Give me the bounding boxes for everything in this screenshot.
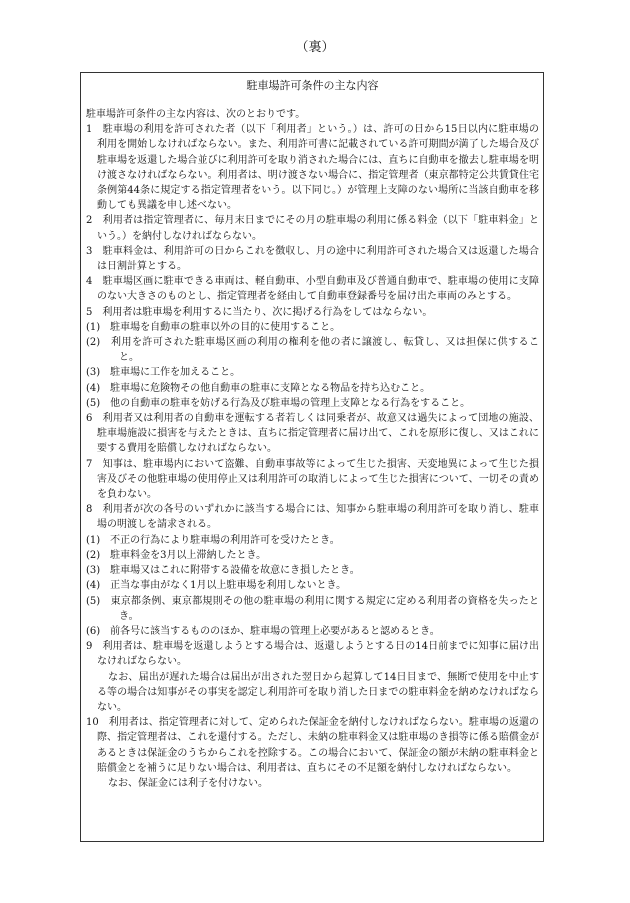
condition-item-8-sub-5: (5) 東京都条例、東京都規則その他の駐車場の利用に関する規定に定める利用者の資格を失ったとき。 bbox=[86, 595, 539, 622]
condition-item-5-sub-3: (3) 駐車場に工作を加えること。 bbox=[86, 367, 241, 379]
page-side-label: （裏） bbox=[295, 40, 335, 55]
conditions-frame bbox=[80, 72, 544, 842]
condition-item-9: 9 利用者は、駐車場を返還しようとする場合は、返還しようとする日の14日前までに知事に届け出なければならない。 bbox=[86, 641, 539, 668]
condition-item-1: 1 駐車場の利用を許可された者（以下「利用者」という。）は、許可の日から15日以内に駐車場の利用を開始しなければならない。また、利用許可書に記載されている許可期間が満了した場合及び駐車場を返還した場合並びに利用許可を取り消された場合には、直ちに自動車を撤去し駐車場を明け渡さなければならない。利用者は、明け渡さない場合に、指定管理者（東京都特定公共賃貸住宅条例第44条に規定する指定管理者をいう。以下同じ。）が管理上支障のない場所に当該自動車を移動しても異議を申し述べない。 bbox=[86, 124, 539, 212]
condition-item-5-sub-5: (5) 他の自動車の駐車を妨げる行為及び駐車場の管理上支障となる行為をすること。 bbox=[86, 397, 471, 409]
condition-item-5-sub-4: (4) 駐車場に危険物その他自動車の駐車に支障となる物品を持ち込むこと。 bbox=[86, 382, 431, 394]
condition-item-5-sub-1: (1) 駐車場を自動車の駐車以外の目的に使用すること。 bbox=[86, 321, 341, 333]
condition-item-8-sub-2: (2) 駐車料金を3月以上滞納したとき。 bbox=[86, 549, 267, 561]
condition-item-10: 10 利用者は、指定管理者に対して、定められた保証金を納付しなければならない。駐車場の返還の際、指定管理者は、これを還付する。ただし、未納の駐車料金又は駐車場のき損等に係る賠償金があるときは保証金のうちからこれを控除する。この場合において、保証金の額が未納の駐車料金と賠償金とを補うに足りない場合は、利用者は、直ちにその不足額を納付しなければならない。 bbox=[86, 717, 539, 774]
condition-item-5: 5 利用者は駐車場を利用するに当たり、次に掲げる行為をしてはならない。 bbox=[86, 306, 433, 318]
condition-item-5-sub-2: (2) 利用を許可された駐車場区画の利用の権利を他の者に譲渡し、転貸し、又は担保に供すること。 bbox=[86, 337, 539, 364]
condition-item-9-note: なお、届出が遅れた場合は届出が出された翌日から起算して14日目まで、無断で使用を中止する等の場合は知事がその事実を認定し利用許可を取り消した日までの駐車料金を納めなければならない。 bbox=[97, 671, 539, 713]
condition-item-8-sub-4: (4) 正当な事由がなく1月以上駐車場を利用しないとき。 bbox=[86, 580, 347, 592]
condition-item-10-note: なお、保証金には利子を付けない。 bbox=[108, 777, 268, 789]
condition-item-8: 8 利用者が次の各号のいずれかに該当する場合には、知事から駐車場の利用許可を取り消し、駐車場の明渡しを請求される。 bbox=[86, 504, 539, 531]
condition-item-2: 2 利用者は指定管理者に、毎月末日までにその月の駐車場の利用に係る料金（以下「駐車料金」という。）を納付しなければならない。 bbox=[86, 215, 539, 242]
condition-item-8-sub-3: (3) 駐車場又はこれに附帯する設備を故意にき損したとき。 bbox=[86, 565, 360, 577]
condition-item-4: 4 駐車場区画に駐車できる車両は、軽自動車、小型自動車及び普通自動車で、駐車場の使用に支障のない大きさのものとし、指定管理者を経由して自動車登録番号を届け出た車両のみとする。 bbox=[86, 276, 539, 303]
condition-item-8-sub-1: (1) 不正の行為により駐車場の利用許可を受けたとき。 bbox=[86, 534, 340, 546]
condition-item-7: 7 知事は、駐車場内において盗難、自動車事故等によって生じた損害、天変地異によって生じた損害及びその他駐車場の使用停止又は利用許可の取消しによって生じた損害について、一切その責めを負わない。 bbox=[86, 458, 539, 501]
document-title: 駐車場許可条件の主な内容 bbox=[246, 79, 379, 92]
condition-item-8-sub-6: (6) 前各号に該当するもののほか、駐車場の管理上必要があると認めるとき。 bbox=[86, 625, 440, 637]
condition-item-6: 6 利用者又は利用者の自動車を運転する者若しくは同乗者が、故意又は過失によって団地の施設、駐車場施設に損害を与えたときは、直ちに指定管理者に届け出て、これを原形に復し、又はこれに要する費用を賠償しなければならない。 bbox=[86, 413, 539, 455]
condition-item-3: 3 駐車料金は、利用許可の日からこれを徴収し、月の途中に利用許可された場合又は返還した場合は日割計算とする。 bbox=[86, 245, 539, 273]
intro-text: 駐車場許可条件の主な内容は、次のとおりです。 bbox=[86, 109, 306, 120]
